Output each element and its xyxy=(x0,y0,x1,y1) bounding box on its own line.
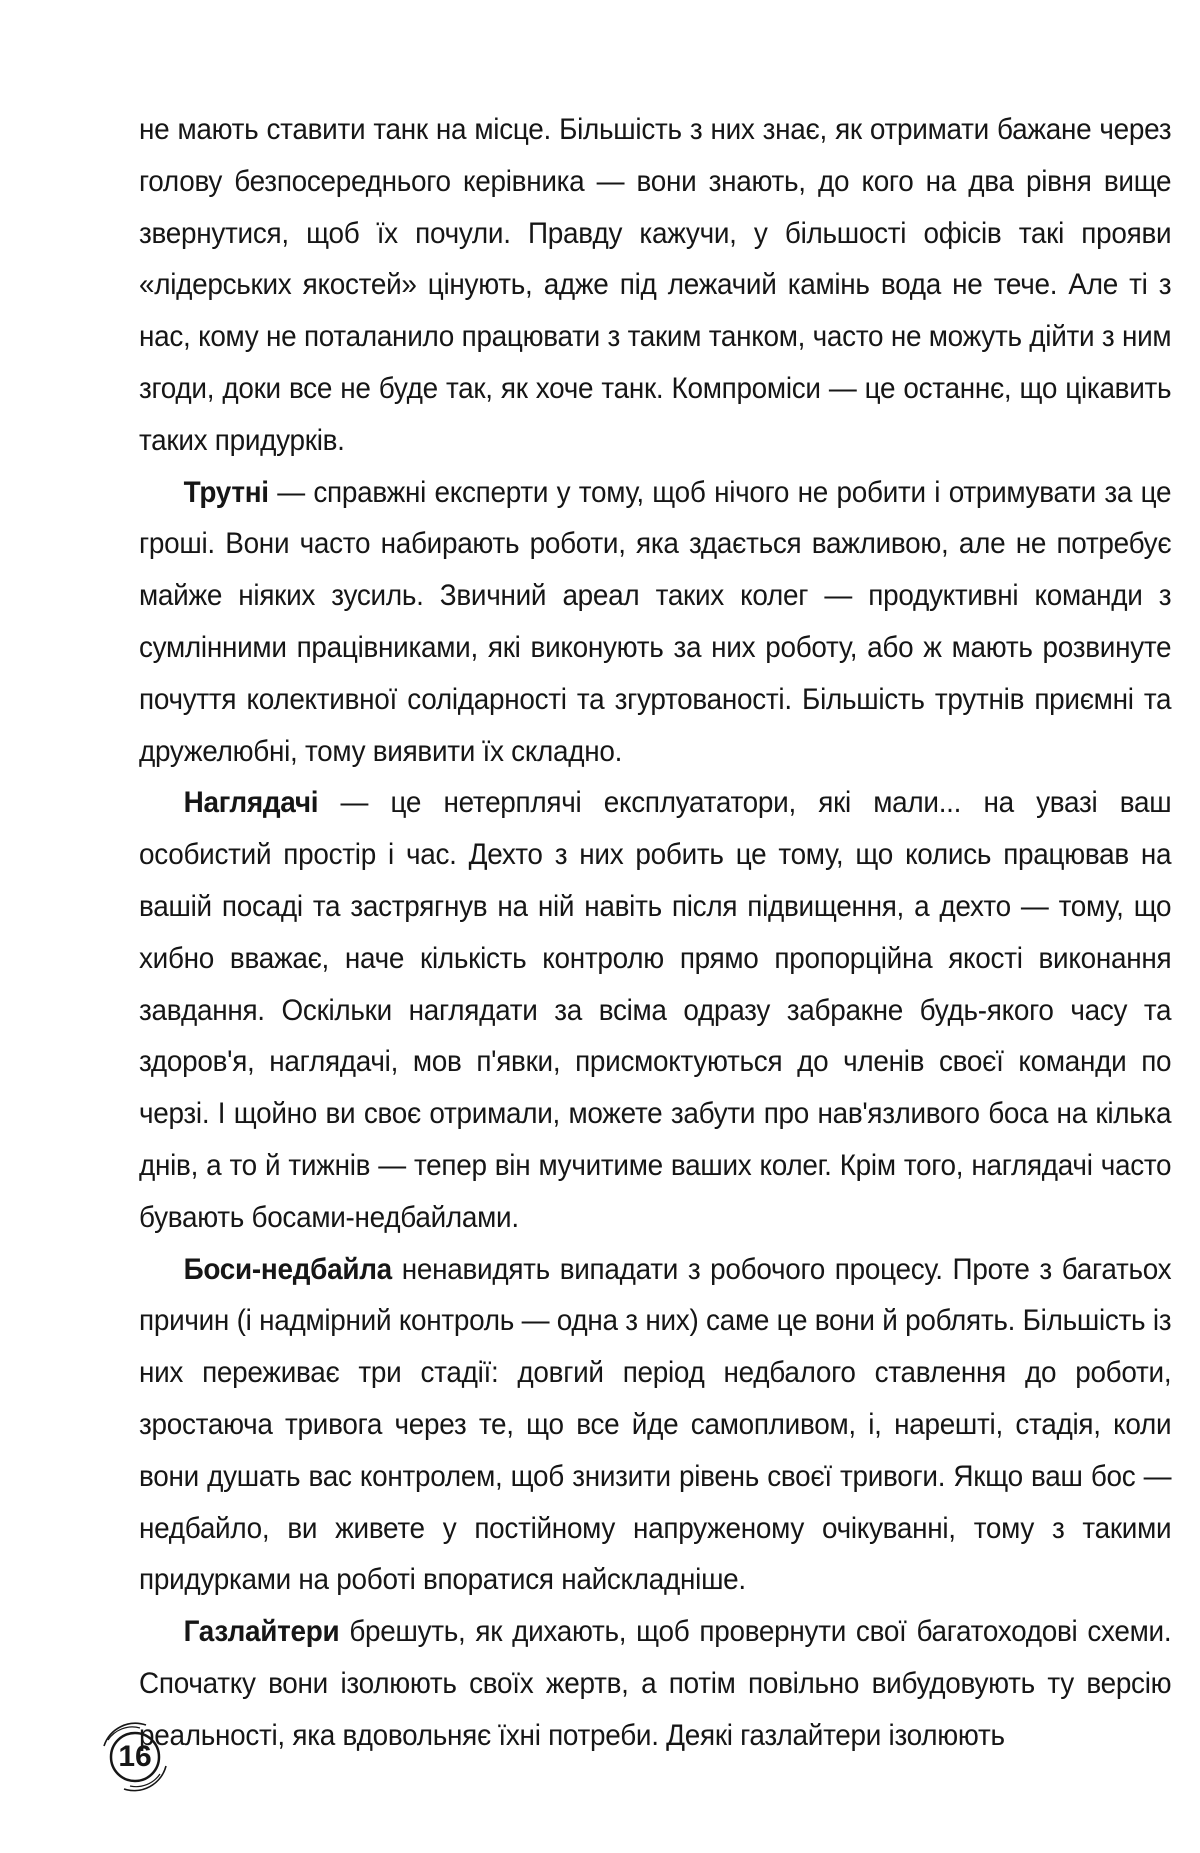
paragraph-text: — це нетерплячі експлуататори, які мали... на увазі ваш особистий простір і час. Дехто з них робить це тому, що колись працював на вашій посаді та застрягнув на ній навіть після підвищення, а дехто — тому, що хибно вважає, наче кількість контролю прямо пропорційна якості виконання завдання. Оскільки наглядати за всіма одразу забракне будь-якого часу та здоров'я, наглядачі, мов п'явки, присмоктуються до членів своєї команди по черзі. І щойно ви своє отримали, можете забути про нав'язливого боса на кілька днів, а то й тижнів — тепер він мучитиме ваших колег. Крім того, наглядачі часто бувають босами-недбайлами. xyxy=(139,786,1172,1234)
paragraph-text: брешуть, як дихають, щоб провернути свої багатоходові схеми. Спочатку вони ізолюють своїх жертв, а потім повільно вибудовують ту версію реальності, яка вдовольняє їхні потреби. Деякі газлайтери ізолюють xyxy=(139,1615,1172,1752)
term-gaslighters: Газлайтери xyxy=(183,1615,340,1649)
body-text xyxy=(139,104,1171,1762)
page-number-badge xyxy=(94,1716,176,1798)
term-overseers: Наглядачі xyxy=(183,786,319,820)
page-number: 16 xyxy=(118,1740,152,1773)
term-drones: Трутні xyxy=(183,475,269,509)
paragraph-text: ненавидять випадати з робочого процесу. Проте з багатьох причин (і надмірний контроль — одна з них) саме це вони й роблять. Більшість із них переживає три стадії: довгий період недбалого ставлення до роботи, зростаюча тривога через те, що все йде самопливом, і, нарешті, стадія, коли вони душать вас контролем, щоб знизити рівень своєї тривоги. Якщо ваш бос — недбайло, ви живете у постійному напруженому очікуванні, тому з такими придурками на роботі впоратися найскладніше. xyxy=(139,1252,1172,1597)
term-negligent-bosses: Боси-недбайла xyxy=(183,1252,392,1286)
paragraph-negligent-bosses xyxy=(139,1244,1171,1607)
paragraph-text: — справжні експерти у тому, щоб нічого не робити і отримувати за це гроші. Вони часто набирають роботи, яка здається важливою, але не потребує майже ніяких зусиль. Звичний ареал таких колег — продуктивні команди з сумлінними працівниками, які виконують за них роботу, або ж мають розвинуте почуття колективної солідарності та згуртованості. Більшість трутнів приємні та дружелюбні, тому виявити їх складно. xyxy=(139,475,1172,768)
paragraph-overseers xyxy=(139,777,1171,1243)
paragraph-gaslighters xyxy=(139,1606,1171,1761)
paragraph-text: не мають ставити танк на місце. Більшість з них знає, як отримати бажане через голову безпосереднього керівника — вони знають, до кого на два рівня вище звернутися, щоб їх почули. Правду кажучи, у більшості офісів такі прояви «лідерських якостей» цінують, адже під лежачий камінь вода не тече. Але ті з нас, кому не поталанило працювати з таким танком, часто не можуть дійти з ним згоди, доки все не буде так, як хоче танк. Компроміси — це останнє, що цікавить таких придурків. xyxy=(139,113,1172,457)
paragraph-drones xyxy=(139,467,1171,778)
paragraph-tanks-continued xyxy=(139,104,1171,467)
